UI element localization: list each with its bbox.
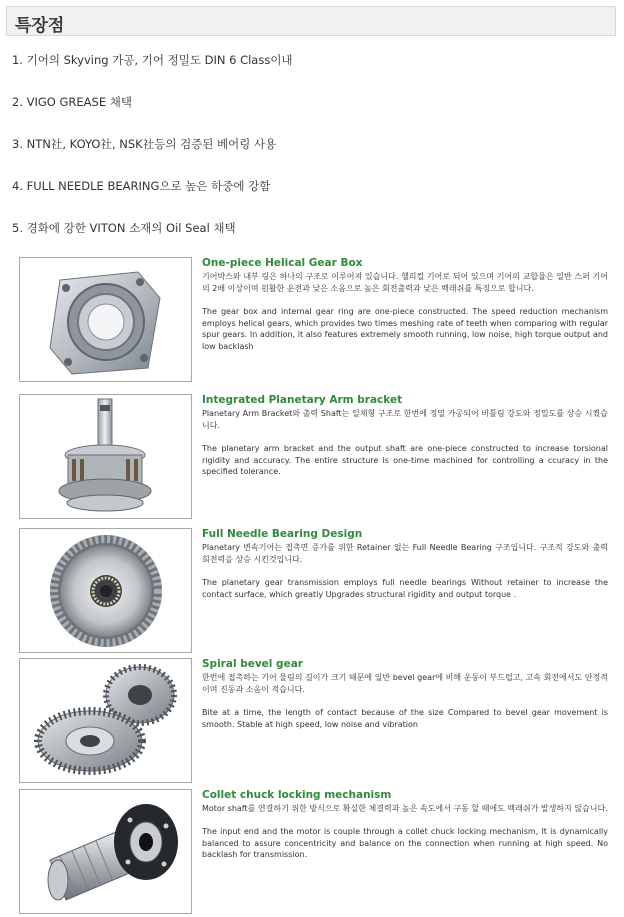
- card-description-korean: Planetary Arm Bracket와 출력 Shaft는 일체형 구조로 한번에 정밀 가공되어 비틀림 강도와 정밀도를 상승 시켰습니다.: [202, 409, 608, 430]
- feature-list: [12, 52, 293, 262]
- card-description-korean: Motor shaft를 연결하기 위한 방식으로 확실한 체결력과 높은 속도에서 구동 할 때에도 백래쉬가 발생하지 않습니다.: [202, 804, 608, 813]
- needle-bearing-gear-icon: [19, 528, 192, 653]
- feature-card-collet-chuck: [19, 789, 624, 917]
- gearbox-housing-icon: [19, 257, 192, 382]
- feature-item: 3. NTN社, KOYO社, NSK社등의 검증된 베어링 사용: [12, 137, 277, 151]
- feature-item: 5. 경화에 강한 VITON 소재의 Oil Seal 채택: [12, 221, 236, 235]
- card-title: Integrated Planetary Arm bracket: [202, 394, 403, 406]
- collet-chuck-icon: [19, 789, 192, 914]
- feature-card-needle-bearing: [19, 528, 624, 656]
- card-description-korean: 한번에 접촉하는 기어 물림의 길이가 크기 때문에 일반 bevel gear에 비해 운동이 부드럽고, 고속 회전에서도 안정적이며 진동과 소음이 적습니다.: [202, 673, 608, 694]
- card-description-english: The gear box and internal gear ring are one-piece constructed. The speed reduction mechanism employs helical gears, which provides two times meshing rate of teeth when comparing with regular spur gears. In addition, it also features extremely smooth running, low noise, high torque output and low backlash: [202, 307, 608, 351]
- card-description-english: The planetary arm bracket and the output shaft are one-piece constructed to increase torsional rigidity and accuracy. The entire structure is one-time machined for controlling a ccuracy in the specified tolerance.: [202, 444, 608, 476]
- card-description-korean: 기어박스와 내부 링은 하나의 구조로 이루어져 있습니다. 헬리컬 기어로 되어 있으며 기어의 교합율은 일반 스퍼 기어의 2배 이상이며 원활한 운전과 낮은 소음으로 높은 회전출력과 낮은 백래쉬를 특징으로 합니다.: [202, 272, 608, 293]
- card-description-korean: Planetary 변속기어는 접촉면 증가를 위한 Retainer 없는 Full Needle Bearing 구조입니다. 구조적 강도와 출력 회전력을 상승 시킨것입니다.: [202, 543, 608, 564]
- feature-item: 2. VIGO GREASE 채택: [12, 95, 132, 109]
- card-description-english: Bite at a time, the length of contact because of the size Compared to bevel gear movement is smooth. Stable at high speed, low noise and vibration: [202, 708, 608, 729]
- card-title: Collet chuck locking mechanism: [202, 789, 392, 801]
- card-title: Spiral bevel gear: [202, 658, 303, 670]
- feature-item: 1. 기어의 Skyving 가공, 기어 정밀도 DIN 6 Class이내: [12, 53, 293, 67]
- spiral-bevel-gear-icon: [19, 658, 192, 783]
- feature-card-spiral-bevel: [19, 658, 624, 786]
- section-header: [6, 6, 616, 36]
- card-description-english: The input end and the motor is couple through a collet chuck locking mechanism, It is dynamically balanced to assure concentricity and balance on the connection when running at high speed. No backlash for transmission.: [202, 827, 608, 859]
- card-title: Full Needle Bearing Design: [202, 528, 363, 540]
- page-title: 특장점: [15, 16, 65, 36]
- feature-card-helical-gearbox: [19, 257, 624, 385]
- card-title: One-piece Helical Gear Box: [202, 257, 363, 269]
- feature-item: 4. FULL NEEDLE BEARING으로 높은 하중에 강함: [12, 179, 271, 193]
- feature-card-planetary-arm: [19, 394, 624, 522]
- planetary-arm-icon: [19, 394, 192, 519]
- card-description-english: The planetary gear transmission employs full needle bearings Without retainer to increase the contact surface, which greatly Upgrades structural rigidity and output torque .: [202, 578, 608, 599]
